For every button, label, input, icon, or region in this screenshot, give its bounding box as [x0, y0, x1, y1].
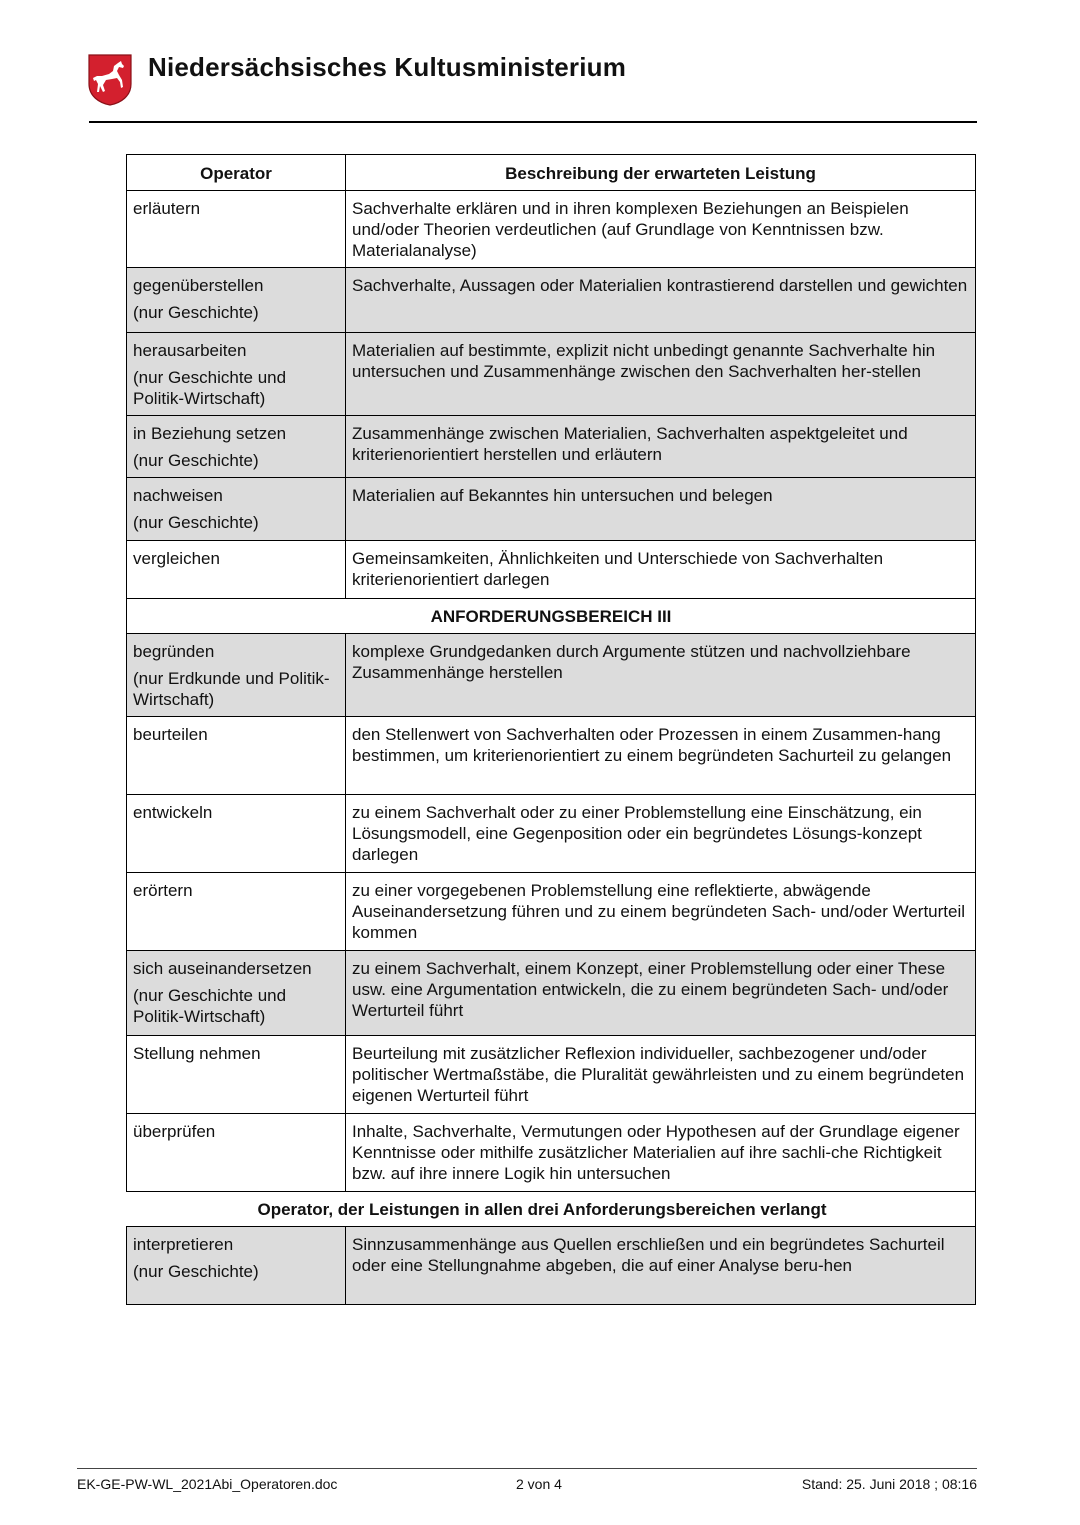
- operator-name: nachweisen: [133, 486, 223, 505]
- description-cell: zu einem Sachverhalt oder zu einer Problemstellung eine Einschätzung, ein Lösungsmodell, eine Gegenposition oder ein begründetes Lösungs-konzept darlegen: [346, 795, 976, 873]
- table-row: [127, 268, 976, 333]
- operator-cell: [127, 333, 346, 416]
- operator-cell: [127, 191, 346, 268]
- operators-table: [126, 154, 976, 1305]
- operator-cell: [127, 1227, 346, 1305]
- table-header-row: [127, 155, 976, 191]
- operator-subject-note: (nur Geschichte): [133, 303, 259, 322]
- operator-name: interpretieren: [133, 1235, 234, 1254]
- description-cell: Sachverhalte erklären und in ihren komplexen Beziehungen an Beispielen und/oder Theorien verdeutlichen (auf Grundlage von Kenntnissen bzw. Materialanalyse): [346, 191, 976, 268]
- operator-name: gegenüberstellen: [133, 276, 264, 295]
- table-row: [127, 717, 976, 795]
- operator-subject-note: (nur Geschichte und Politik-Wirtschaft): [133, 368, 287, 408]
- footer-filename: EK-GE-PW-WL_2021Abi_Operatoren.doc: [77, 1476, 338, 1492]
- operator-name: Stellung nehmen: [133, 1044, 261, 1063]
- operator-name: vergleichen: [133, 549, 220, 568]
- description-cell: Materialien auf bestimmte, explizit nicht unbedingt genannte Sachverhalte hin untersuchen und Zusammenhänge zwischen den Sachverhalten her-stellen: [346, 333, 976, 416]
- ministry-title: Niedersächsisches Kultusministerium: [148, 52, 627, 82]
- footer-rule: [77, 1468, 977, 1469]
- table-row: [127, 1227, 976, 1305]
- description-cell: den Stellenwert von Sachverhalten oder Prozessen in einem Zusammen-hang bestimmen, um kriterienorientiert zu einem begründeten Sachurteil zu gelangen: [346, 717, 976, 795]
- operator-name: in Beziehung setzen: [133, 424, 287, 443]
- section-header-all-areas: Operator, der Leistungen in allen drei Anforderungsbereichen verlangt: [118, 1192, 967, 1227]
- operator-name: überprüfen: [133, 1122, 216, 1141]
- operator-subject-note: (nur Geschichte): [133, 1262, 259, 1281]
- operator-cell: [127, 1036, 346, 1114]
- table-row: [127, 634, 976, 717]
- table-row: [127, 191, 976, 268]
- table-row: [127, 1114, 976, 1192]
- operator-subject-note: (nur Geschichte): [133, 513, 259, 532]
- header-rule: [89, 121, 977, 123]
- section-header-row: [127, 599, 976, 634]
- description-cell: Materialien auf Bekanntes hin untersuchen und belegen: [346, 478, 976, 541]
- operator-cell: [127, 951, 346, 1036]
- operator-cell: [127, 717, 346, 795]
- operator-cell: [127, 1114, 346, 1192]
- operator-name: beurteilen: [133, 725, 208, 744]
- lower-saxony-horse-icon: [88, 54, 132, 106]
- operator-cell: [127, 268, 346, 333]
- operator-name: begründen: [133, 642, 215, 661]
- footer-date: Stand: 25. Juni 2018 ; 08:16: [801, 1476, 977, 1492]
- operator-cell: [127, 634, 346, 717]
- operator-subject-note: (nur Geschichte und Politik-Wirtschaft): [133, 986, 287, 1026]
- section-header-anforderungsbereich-3: ANFORDERUNGSBEREICH III: [127, 599, 976, 634]
- description-cell: Inhalte, Sachverhalte, Vermutungen oder Hypothesen auf der Grundlage eigener Kenntnisse oder mithilfe zusätzlicher Materialien auf ihre sachli-che Richtigkeit bzw. auf ihre innere Logik hin untersuchen: [346, 1114, 976, 1192]
- column-header-operator: Operator: [127, 155, 346, 191]
- table-row: [127, 873, 976, 951]
- description-cell: komplexe Grundgedanken durch Argumente stützen und nachvollziehbare Zusammenhänge herstellen: [346, 634, 976, 717]
- operator-subject-note: (nur Geschichte): [133, 451, 259, 470]
- table-row: [127, 1036, 976, 1114]
- operator-name: entwickeln: [133, 803, 213, 822]
- operator-subject-note: (nur Erdkunde und Politik-Wirtschaft): [133, 669, 330, 709]
- operator-name: erörtern: [133, 881, 193, 900]
- operator-name: erläutern: [133, 199, 201, 218]
- operator-name: sich auseinandersetzen: [133, 959, 312, 978]
- table-row: [127, 416, 976, 478]
- table-row: [127, 478, 976, 541]
- operator-cell: [127, 873, 346, 951]
- description-cell: zu einer vorgegebenen Problemstellung eine reflektierte, abwägende Auseinandersetzung führen und zu einem begründeten Sach- und/oder Werturteil kommen: [346, 873, 976, 951]
- table-row: [127, 795, 976, 873]
- description-cell: Zusammenhänge zwischen Materialien, Sachverhalten aspektgeleitet und kriterienorientiert herstellen und erläutern: [346, 416, 976, 478]
- operator-cell: [127, 416, 346, 478]
- table-row: [127, 951, 976, 1036]
- footer-page-number: 2 von 4: [516, 1476, 562, 1492]
- operator-cell: [127, 795, 346, 873]
- section-header-row: [127, 1192, 976, 1227]
- table-row: [127, 541, 976, 599]
- description-cell: Sinnzusammenhänge aus Quellen erschließen und ein begründetes Sachurteil oder eine Stellungnahme abgeben, die auf einer Analyse beru-hen: [346, 1227, 976, 1305]
- table-row: [127, 333, 976, 416]
- description-cell: zu einem Sachverhalt, einem Konzept, einer Problemstellung oder einer These usw. eine Argumentation entwickeln, die zu einem begründeten Sach- und/oder Werturteil führt: [346, 951, 976, 1036]
- operator-cell: [127, 541, 346, 599]
- description-cell: Sachverhalte, Aussagen oder Materialien kontrastierend darstellen und gewichten: [346, 268, 976, 333]
- description-cell: Beurteilung mit zusätzlicher Reflexion individueller, sachbezogener und/oder politischer Wertmaßstäbe, die Pluralität gewährleisten und zu einem begründeten eigenen Werturteil führt: [346, 1036, 976, 1114]
- description-cell: Gemeinsamkeiten, Ähnlichkeiten und Unterschiede von Sachverhalten kriterienorientiert darlegen: [346, 541, 976, 599]
- operator-name: herausarbeiten: [133, 341, 247, 360]
- column-header-description: Beschreibung der erwarteten Leistung: [346, 155, 976, 191]
- operator-cell: [127, 478, 346, 541]
